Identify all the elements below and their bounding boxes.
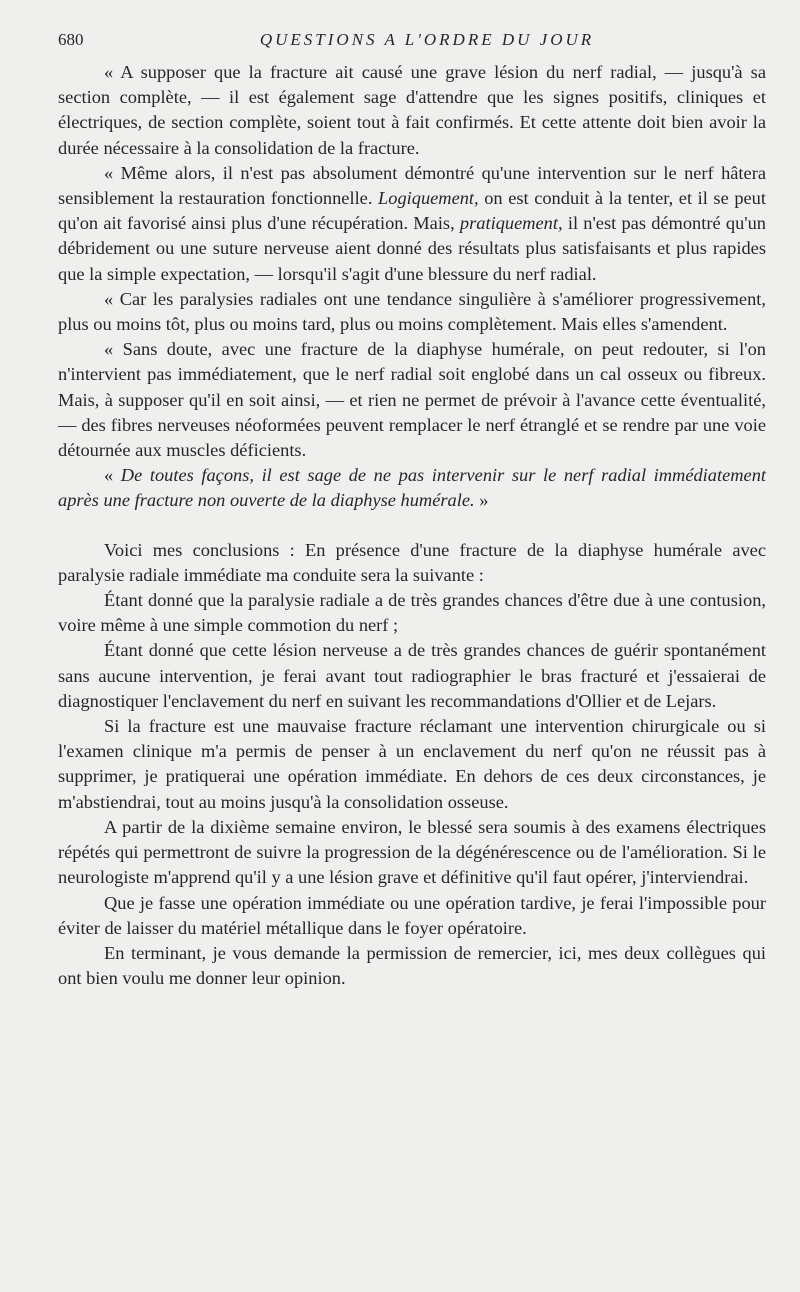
paragraph-10: A partir de la dixième semaine environ, le blessé sera soumis à des examens électriques répétés qui permettront de suivre la progression de la dégénérescence ou de l'amélioration. Si le neurologiste m'apprend qu'il y a une lésion grave et définitive qu'il faut opérer, j'interviendrai.	[58, 816, 766, 888]
running-title: QUESTIONS A L'ORDRE DU JOUR	[259, 30, 595, 49]
paragraph-12: En terminant, je vous demande la permission de remercier, ici, mes deux collègues qui ont bien voulu me donner leur opinion.	[58, 942, 766, 989]
paragraph-11: Que je fasse une opération immédiate ou une opération tardive, je ferai l'impossible pour éviter de laisser du matériel métallique dans le foyer opératoire.	[58, 892, 766, 938]
paragraph-2	[58, 161, 766, 287]
paragraph-9: Si la fracture est une mauvaise fracture réclamant une intervention chirurgicale ou si l'examen clinique m'a permis de penser à un enclavement du nerf qu'on ne réussit pas à supprimer, je pratiquerai une opération immédiate. En dehors de ces deux circonstances, je m'abstiendrai, tout au moins jusqu'à la consolidation osseuse.	[58, 716, 766, 812]
paragraph-2-italic-pratiquement: pratiquement,	[459, 213, 563, 234]
paragraph-5-close-quote: »	[474, 490, 489, 511]
paragraph-6: Voici mes conclusions : En présence d'une fracture de la diaphyse humérale avec paralysie radiale immédiate ma conduite sera la suivante :	[58, 539, 766, 585]
paragraph-3: « Car les paralysies radiales ont une tendance singulière à s'améliorer progressivement, plus ou moins tôt, plus ou moins tard, plus ou moins complètement. Mais elles s'amendent.	[58, 288, 766, 335]
paragraph-2-part-2: on est conduit à la tenter, et il se peut qu'on ait favorisé ainsi plus d'une récupération. Mais,	[58, 188, 766, 234]
running-header	[58, 26, 766, 60]
page-number: 680	[58, 30, 84, 49]
paragraph-8: Étant donné que cette lésion nerveuse a de très grandes chances de guérir spontanément sans aucune intervention, je ferai avant tout radiographier le bras fracturé et j'essaierai de diagnostiquer l'enclavement du nerf en suivant les recommandations d'Ollier et de Lejars.	[58, 640, 766, 711]
paragraph-4: « Sans doute, avec une fracture de la diaphyse humérale, on peut redouter, si l'on n'intervient pas immédiatement, que le nerf radial soit englobé dans un cal osseux ou fibreux. Mais, à supposer qu'il en soit ainsi, — et rien ne permet de prévoir à l'avance cette éventualité, — des fibres nerveuses néoformées peuvent remplacer le nerf étranglé et se rendre par une voie détournée aux muscles déficients.	[58, 339, 766, 461]
paragraph-2-part-1: « Même alors, il n'est pas absolument démontré qu'une intervention sur le nerf hâtera sensiblement la restauration fonctionnelle.	[58, 162, 766, 209]
paragraph-5	[58, 463, 766, 513]
paragraph-5-open-quote: «	[104, 465, 121, 486]
paragraph-1: « A supposer que la fracture ait causé une grave lésion du nerf radial, — jusqu'à sa section complète, — il est également sage d'attendre que les signes positifs, cliniques et électriques, de section complète, soient tout à fait confirmés. Et cette attente doit bien avoir la durée nécessaire à la consolidation de la fracture.	[58, 62, 766, 158]
paragraph-2-italic-logiquement: Logiquement,	[378, 188, 479, 209]
paragraph-2-part-3: il n'est pas démontré qu'un débridement ou une suture nerveuse aient donné des résultats plus satisfaisants et plus rapides que la simple expectation, — lorsqu'il s'agit d'une blessure du nerf radial.	[58, 213, 766, 284]
paragraph-7: Étant donné que la paralysie radiale a de très grandes chances d'être due à une contusion, voire même à une simple commotion du nerf ;	[58, 590, 766, 636]
paragraph-5-italic-conclusion: De toutes façons, il est sage de ne pas intervenir sur le nerf radial immédiatement après une fracture non ouverte de la diaphyse humérale.	[58, 465, 767, 511]
